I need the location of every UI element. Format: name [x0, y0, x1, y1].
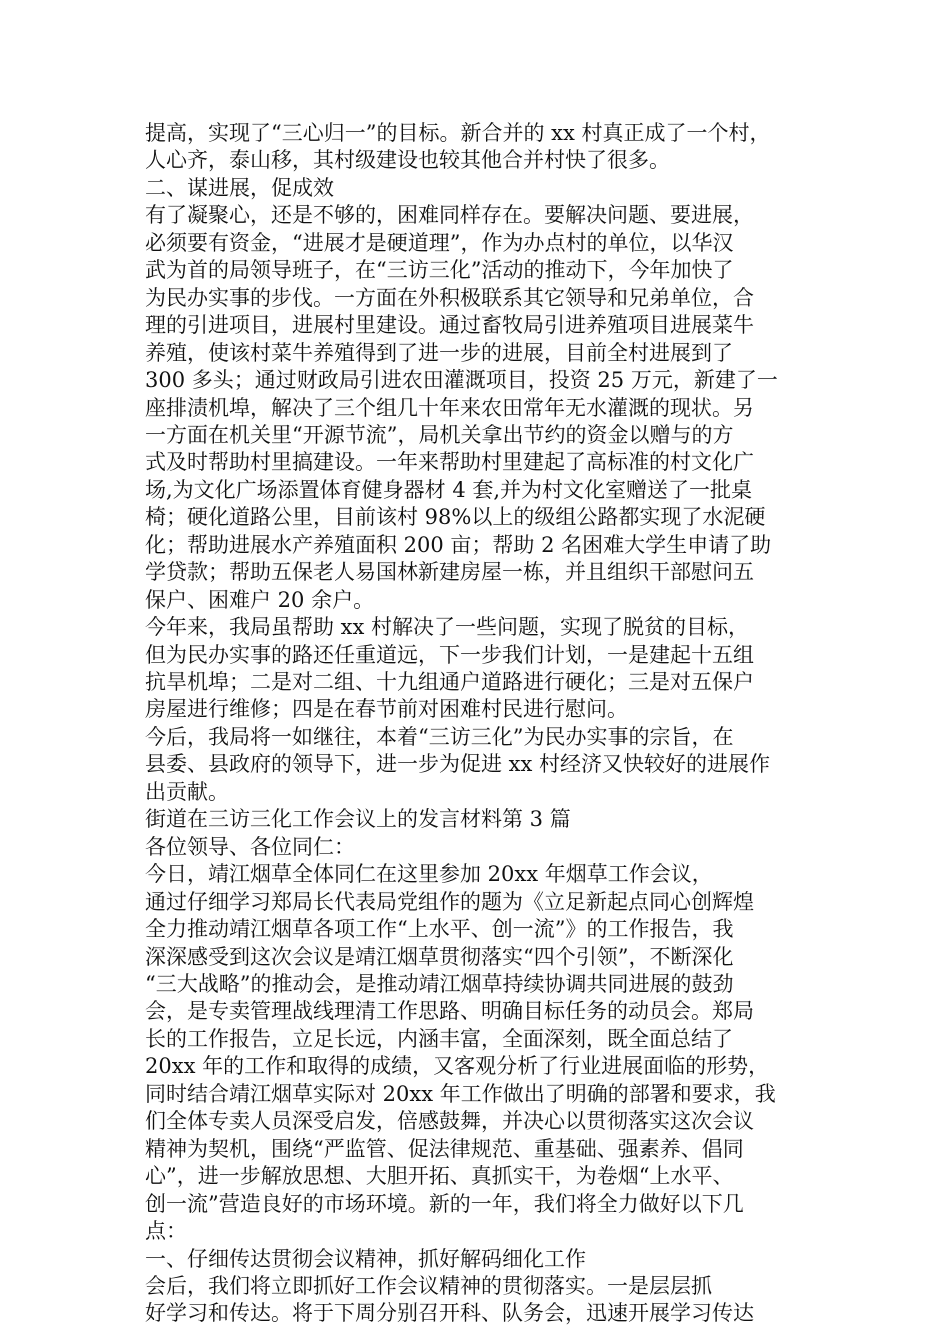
text-line: 一方面在机关里“开源节流”，局机关拿出节约的资金以赠与的方 — [145, 422, 734, 447]
text-line: 今后，我局将一如继往，本着“三访三化”为民办实事的宗旨，在 — [145, 724, 734, 749]
text-line: 各位领导、各位同仁： — [145, 834, 355, 859]
text-line: 今日，靖江烟草全体同仁在这里参加 20xx 年烟草工作会议， — [145, 862, 713, 887]
text-line: “三大战略”的推动会，是推动靖江烟草持续协调共同进展的鼓劲 — [145, 971, 734, 996]
text-line: 心”，进一步解放思想、大胆开拓、真抓实干，为卷烟“上水平、 — [145, 1164, 734, 1189]
text-line: 300 多头；通过财政局引进农田灌溉项目，投资 25 万元，新建了一 — [145, 368, 778, 392]
text-line: 保户、困难户 20 余户。 — [145, 587, 375, 612]
text-line: 20xx 年的工作和取得的成绩，又客观分析了行业进展面临的形势， — [145, 1054, 770, 1079]
text-line: 学贷款；帮助五保老人易国林新建房屋一栋，并且组织干部慰问五 — [145, 560, 754, 585]
text-line: 场,为文化广场添置体育健身器材 4 套,并为村文化室赠送了一批桌 — [145, 477, 753, 502]
text-line: 深深感受到这次会议是靖江烟草贯彻落实“四个引领”，不断深化 — [145, 944, 734, 969]
text-line: 但为民办实事的路还任重道远，下一步我们计划，一是建起十五组 — [145, 642, 754, 667]
text-line: 提高，实现了“三心归一”的目标。新合并的 xx 村真正成了一个村， — [145, 121, 771, 145]
text-line: 精神为契机，围绕“严监管、促法律规范、重基础、强素养、倡同 — [145, 1136, 744, 1161]
text-line: 会后，我们将立即抓好工作会议精神的贯彻落实。一是层层抓 — [145, 1273, 712, 1298]
text-line: 有了凝聚心，还是不够的，困难同样存在。要解决问题、要进展， — [145, 203, 754, 228]
text-line: 化；帮助进展水产养殖面积 200 亩；帮助 2 名困难大学生申请了助 — [145, 532, 772, 557]
text-line: 房屋进行维修；四是在春节前对困难村民进行慰问。 — [145, 697, 628, 722]
text-line: 养殖，使该村菜牛养殖得到了进一步的进展，目前全村进展到了 — [145, 340, 733, 365]
text-line: 会，是专卖管理战线理清工作思路、明确目标任务的动员会。郑局 — [145, 999, 754, 1024]
text-line: 必须要有资金，“进展才是硬道理”，作为办点村的单位，以华汉 — [145, 230, 734, 255]
text-line: 创一流”营造良好的市场环境。新的一年，我们将全力做好以下几 — [145, 1191, 744, 1216]
text-line: 点： — [145, 1219, 187, 1243]
text-line: 一、仔细传达贯彻会议精神，抓好解码细化工作 — [145, 1246, 586, 1271]
text-line: 长的工作报告，立足长远，内涵丰富，全面深刻，既全面总结了 — [145, 1026, 733, 1051]
text-line: 座排渍机埠，解决了三个组几十年来农田常年无水灌溉的现状。另 — [145, 395, 754, 420]
text-line: 椅；硬化道路公里，目前该村 98%以上的级组公路都实现了水泥硬 — [145, 505, 766, 530]
text-line: 为民办实事的步伐。一方面在外积极联系其它领导和兄弟单位，合 — [145, 285, 754, 310]
text-line: 通过仔细学习郑局长代表局党组作的题为《立足新起点同心创辉煌 — [145, 889, 754, 914]
text-line: 同时结合靖江烟草实际对 20xx 年工作做出了明确的部署和要求，我 — [145, 1081, 776, 1106]
text-line: 县委、县政府的领导下，进一步为促进 xx 村经济又快较好的进展作 — [145, 752, 771, 777]
text-line: 们全体专卖人员深受启发，倍感鼓舞，并决心以贯彻落实这次会议 — [145, 1109, 754, 1134]
text-line: 今年来，我局虽帮助 xx 村解决了一些问题，实现了脱贫的目标， — [145, 615, 750, 640]
text-line: 街道在三访三化工作会议上的发言材料第 3 篇 — [145, 807, 571, 832]
text-line: 人心齐，泰山移，其村级建设也较其他合并村快了很多。 — [145, 148, 670, 173]
text-line: 全力推动靖江烟草各项工作“上水平、创一流”》的工作报告，我 — [145, 917, 734, 941]
text-line: 理的引进项目，进展村里建设。通过畜牧局引进养殖项目进展菜牛 — [145, 313, 754, 338]
text-line: 出贡献。 — [145, 779, 229, 804]
text-line: 武为首的局领导班子，在“三访三化”活动的推动下，今年加快了 — [145, 258, 734, 283]
text-line: 式及时帮助村里搞建设。一年来帮助村里建起了高标准的村文化广 — [145, 450, 754, 475]
text-line: 好学习和传达。将于下周分别召开科、队务会，迅速开展学习传达 — [145, 1301, 754, 1326]
text-line: 二、谋进展，促成效 — [145, 175, 334, 200]
text-line: 抗旱机埠；二是对二组、十九组通户道路进行硬化；三是对五保户 — [145, 670, 754, 694]
